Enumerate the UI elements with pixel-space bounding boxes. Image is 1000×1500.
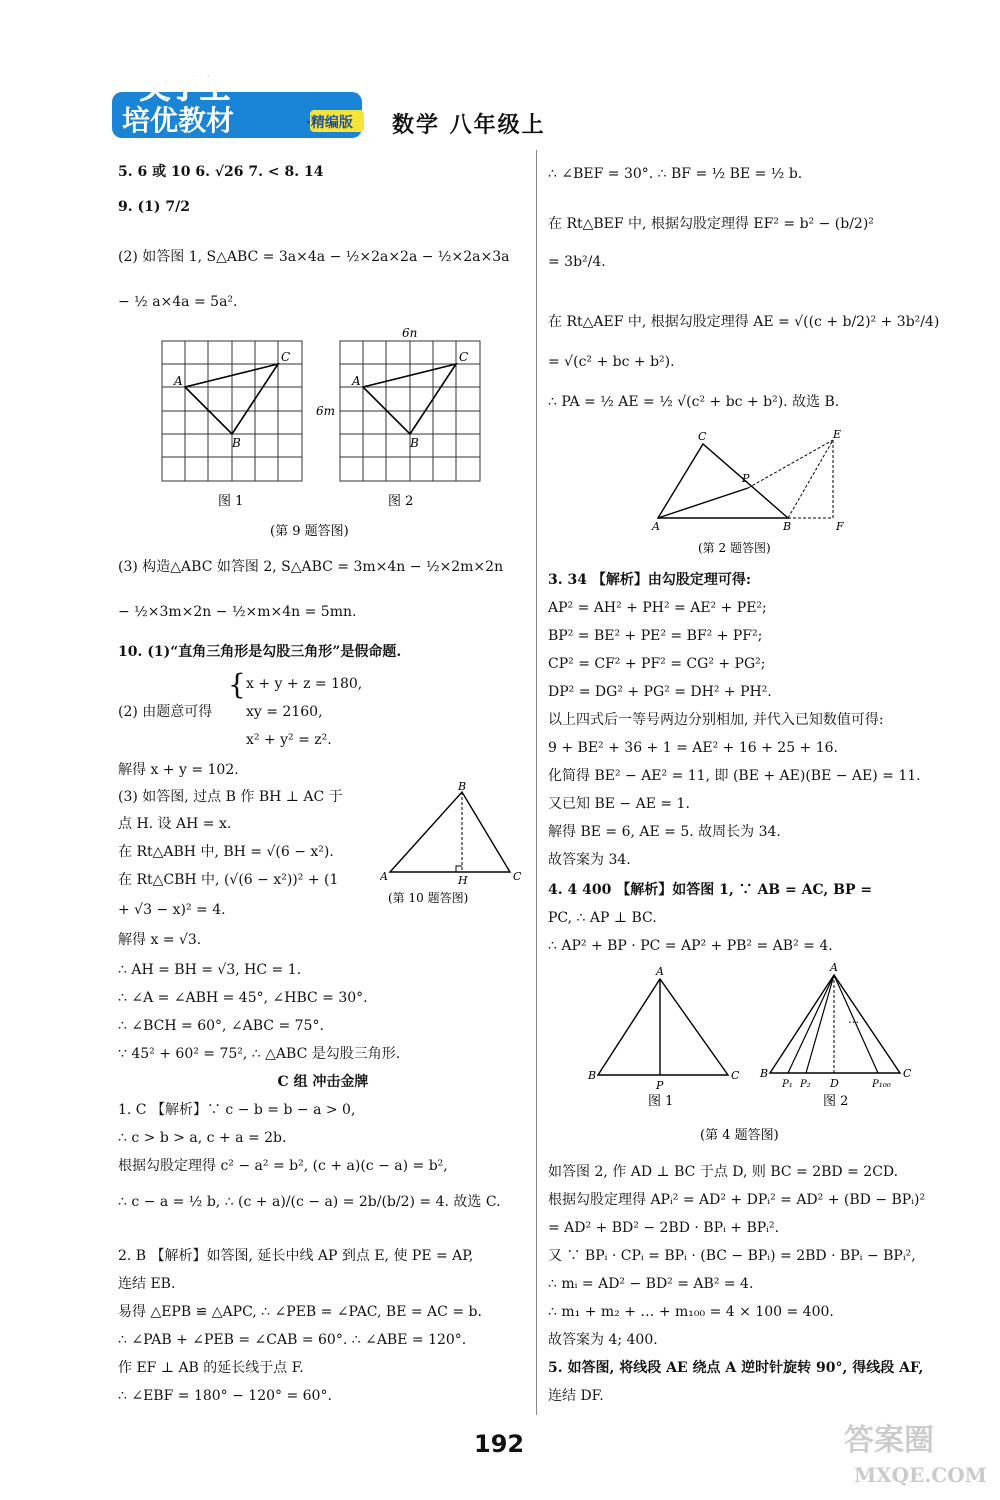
fig4-label-2: 图 2 (823, 1094, 849, 1109)
column-divider (536, 150, 537, 1415)
brand-badge: ·精编版 (306, 115, 353, 131)
answer-line: (2) 由题意可得 (118, 704, 213, 720)
answer-line: 2. B 【解析】如答图, 延长中线 AP 到点 E, 使 PE = AP, (118, 1248, 474, 1264)
answer-line: 5. 6 或 10 6. √26 7. < 8. 14 (118, 164, 324, 180)
label-p: P (656, 1079, 664, 1092)
label-p2: P₂ (800, 1079, 811, 1090)
answer-line: = √(c² + bc + b²). (548, 354, 675, 370)
label-c: C (459, 350, 469, 364)
answer-line: 10. (1)“直角三角形是勾股三角形”是假命题. (118, 644, 402, 660)
answer-line: ∵ 45² + 60² = 75², ∴ △ABC 是勾股三角形. (118, 1046, 401, 1062)
answer-line: 9. (1) 7/2 (118, 199, 190, 215)
label-b: B (458, 780, 467, 793)
answer-line: 作 EF ⊥ AB 的延长线于点 F. (118, 1360, 304, 1376)
label-e: E (833, 430, 842, 441)
answer-line: 4. 4 400 【解析】如答图 1, ∵ AB = AC, BP = (548, 882, 873, 898)
brand-logo (110, 70, 368, 142)
answer-line: AP² = AH² + PH² = AE² + PE²; (548, 600, 767, 616)
answer-line: 故答案为 34. (548, 852, 631, 868)
answer-line: 连结 DF. (548, 1388, 604, 1404)
label-b: B (760, 1067, 769, 1080)
answer-line: 5. 如答图, 将线段 AE 绕点 A 逆时针旋转 90°, 得线段 AF, (548, 1360, 924, 1376)
label-p1: P₁ (782, 1079, 793, 1090)
answer-line: 9 + BE² + 36 + 1 = AE² + 16 + 25 + 16. (548, 740, 839, 756)
answer-line: 在 Rt△BEF 中, 根据勾股定理得 EF² = b² − (b/2)² (548, 216, 874, 232)
figure-10 (380, 780, 530, 915)
label-c: C (513, 870, 522, 883)
answer-line: ∴ ∠BEF = 30°. ∴ BF = ½ BE = ½ b. (548, 166, 803, 182)
triangle-abc (658, 444, 788, 518)
median-ap (658, 488, 748, 518)
label-p100: P₁₀₀ (872, 1079, 891, 1090)
figure-4 (578, 963, 958, 1148)
answer-line: 3. 34 【解析】由勾股定理可得: (548, 572, 752, 588)
answer-line: 点 H. 设 AH = x. (118, 816, 232, 832)
segment-ap2 (806, 975, 834, 1073)
answer-line: = 3b²/4. (548, 254, 606, 270)
answer-line: 连结 EB. (118, 1276, 176, 1292)
equation-line: x + y + z = 180, (246, 676, 363, 692)
brand-main: 培优教材 (122, 104, 235, 137)
triangle-fig1 (598, 979, 728, 1075)
triangle-abc (390, 792, 510, 872)
answer-line: ∴ ∠A = ∠ABH = 45°, ∠HBC = 30°. (118, 990, 368, 1006)
answer-line: (3) 如答图, 过点 B 作 BH ⊥ AC 于 (118, 789, 343, 805)
label-b: B (410, 436, 419, 450)
answer-line: 在 Rt△ABH 中, BH = √(6 − x²). (118, 844, 334, 860)
label-a: A (830, 963, 838, 974)
subject-title: 数学 八年级上 (392, 113, 546, 138)
answer-line: 解得 x = √3. (118, 932, 202, 948)
label-c: C (903, 1067, 912, 1080)
equation-line: xy = 2160, (246, 704, 323, 720)
fig9-side-label: 6m (316, 404, 336, 418)
fig9-label-2: 图 2 (388, 494, 414, 509)
label-p: P (742, 472, 750, 485)
label-b: B (232, 436, 241, 450)
label-c: C (731, 1069, 740, 1082)
answer-line: 根据勾股定理得 APᵢ² = AD² + DPᵢ² = AD² + (BD − BPᵢ)² (548, 1192, 926, 1208)
label-a: A (352, 374, 361, 388)
answer-line: 解得 x + y = 102. (118, 762, 239, 778)
label-a: A (380, 870, 388, 883)
label-a: A (652, 520, 660, 533)
extension-pe (748, 440, 833, 488)
page-number: 192 (474, 1430, 525, 1458)
watermark-logo (840, 1410, 990, 1490)
label-h: H (458, 874, 468, 887)
answer-line: ∴ c > b > a, c + a = 2b. (118, 1130, 287, 1146)
label-c: C (698, 430, 707, 443)
label-c: C (281, 350, 291, 364)
label-f: F (836, 520, 844, 533)
answer-line: BP² = BE² + PE² = BF² + PF²; (548, 628, 763, 644)
answer-line: 在 Rt△AEF 中, 根据勾股定理得 AE = √((c + b/2)² + 3b²/4) (548, 314, 940, 330)
label-b: B (588, 1069, 597, 1082)
triangle-fig2 (770, 975, 900, 1073)
answer-line: ∴ ∠EBF = 180° − 120° = 60°. (118, 1388, 332, 1404)
answer-line: (2) 如答图 1, S△ABC = 3a×4a − ½×2a×2a − ½×2a×3a (118, 249, 510, 265)
answer-line: = AD² + BD² − 2BD · BPᵢ + BPᵢ². (548, 1220, 780, 1236)
fig4-label-1: 图 1 (648, 1094, 674, 1109)
answer-line: 又已知 BE − AE = 1. (548, 796, 690, 812)
section-title: C 组 冲击金牌 (277, 1074, 369, 1090)
answer-line: ∴ ∠BCH = 60°, ∠ABC = 75°. (118, 1018, 324, 1034)
answer-line: ∴ mᵢ = AD² − BD² = AB² = 4. (548, 1276, 754, 1292)
page-header (110, 70, 600, 145)
right-angle-mark (456, 866, 462, 872)
ellipsis: … (848, 1013, 859, 1026)
label-a: A (656, 965, 664, 978)
answer-line: 又 ∵ BPᵢ · CPᵢ = BPᵢ · (BC − BPᵢ) = 2BD · BPᵢ − BPᵢ², (548, 1248, 916, 1264)
answer-line: ∴ c − a = ½ b, ∴ (c + a)/(c − a) = 2b/(b/2) = 4. 故选 C. (118, 1194, 501, 1210)
answer-line: PC, ∴ AP ⊥ BC. (548, 910, 657, 926)
answer-line: + √3 − x)² = 4. (118, 902, 226, 918)
fig4-caption: (第 4 题答图) (700, 1128, 779, 1143)
answer-line: 故答案为 4; 400. (548, 1332, 658, 1348)
fig2-caption: (第 2 题答图) (698, 541, 771, 555)
answer-line: ∴ ∠PAB + ∠PEB = ∠CAB = 60°. ∴ ∠ABE = 120°. (118, 1332, 467, 1348)
answer-line: 根据勾股定理得 c² − a² = b², (c + a)(c − a) = b², (118, 1158, 448, 1174)
label-d: D (830, 1077, 839, 1090)
answer-line: DP² = DG² + PG² = DH² + PH². (548, 684, 772, 700)
answer-line: 在 Rt△CBH 中, (√(6 − x²))² + (1 (118, 872, 339, 888)
answer-line: (3) 构造△ABC 如答图 2, S△ABC = 3m×4n − ½×2m×2n (118, 559, 504, 575)
brace: { (228, 668, 246, 701)
answer-line: − ½ a×4a = 5a². (118, 294, 238, 310)
watermark-text: 答案圈 (844, 1423, 934, 1458)
answer-line: 以上四式后一等号两边分别相加, 并代入已知数值可得: (548, 712, 884, 728)
fig9-caption: (第 9 题答图) (270, 524, 349, 539)
answer-line: ∴ PA = ½ AE = ½ √(c² + bc + b²). 故选 B. (548, 394, 840, 410)
answer-line: 如答图 2, 作 AD ⊥ BC 于点 D, 则 BC = 2BD = 2CD. (548, 1164, 899, 1180)
figure-2 (638, 430, 958, 560)
fig10-caption: (第 10 题答图) (388, 891, 469, 905)
equation-line: x² + y² = z². (246, 732, 332, 748)
answer-line: CP² = CF² + PF² = CG² + PG²; (548, 656, 766, 672)
fig9-label-1: 图 1 (218, 494, 244, 509)
segment-ap1 (788, 975, 834, 1073)
answer-line: 解得 BE = 6, AE = 5. 故周长为 34. (548, 824, 781, 840)
answer-line: 易得 △EPB ≌ △APC, ∴ ∠PEB = ∠PAC, BE = AC = b. (118, 1304, 482, 1320)
label-b: B (783, 520, 792, 533)
figure-9 (118, 327, 528, 547)
answer-line: ∴ AH = BH = √3, HC = 1. (118, 962, 302, 978)
segment-be (788, 440, 833, 518)
brand-top: 尖子生 (140, 71, 230, 106)
fig9-top-label: 6n (402, 327, 418, 340)
answer-line: ∴ m₁ + m₂ + … + m₁₀₀ = 4 × 100 = 400. (548, 1304, 834, 1320)
answer-line: ∴ AP² + BP · PC = AP² + PB² = AB² = 4. (548, 938, 833, 954)
answer-line: 1. C 【解析】∵ c − b = b − a > 0, (118, 1102, 356, 1118)
answer-line: 化简得 BE² − AE² = 11, 即 (BE + AE)(BE − AE) = 11. (548, 768, 921, 784)
label-a: A (174, 374, 183, 388)
answer-line: − ½×3m×2n − ½×m×4n = 5mn. (118, 604, 357, 620)
watermark-url: MXQE.COM (854, 1463, 987, 1487)
